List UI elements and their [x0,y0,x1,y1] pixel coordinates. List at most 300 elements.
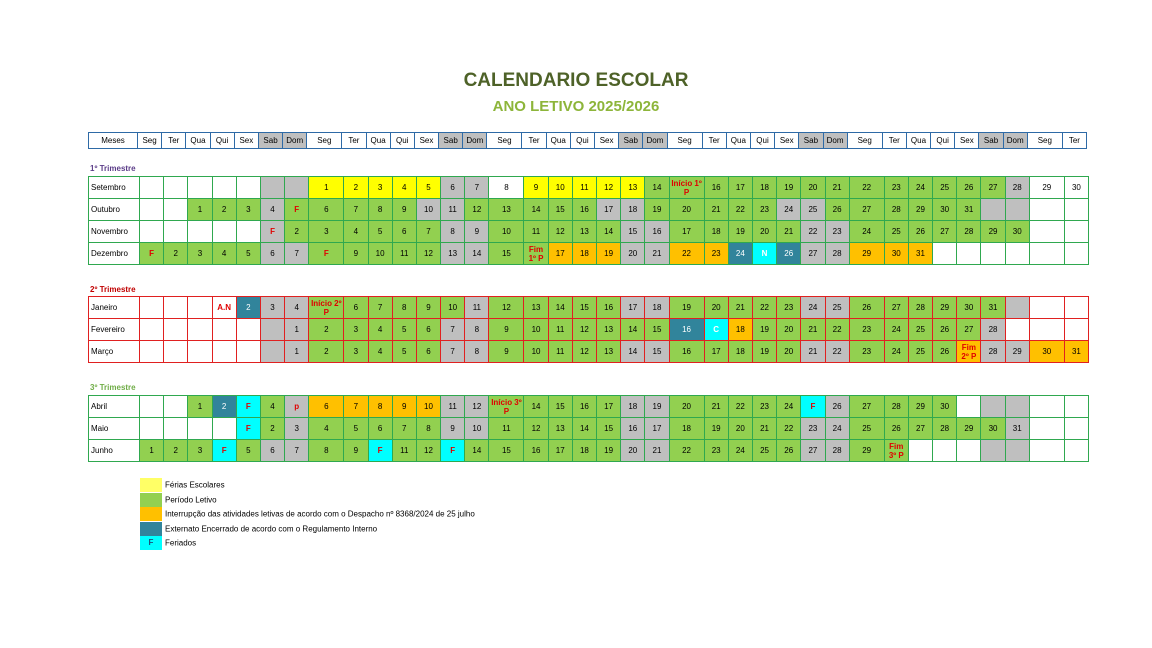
header-weekday-sab: Sab [979,133,1003,149]
header-weekday-qua: Qua [906,133,930,149]
day-cell [236,341,260,363]
day-cell [1064,243,1088,265]
day-cell: 22 [849,177,884,199]
day-cell: 2 [309,319,344,341]
day-cell: 29 [933,297,957,319]
day-cell: 26 [957,177,981,199]
header-weekday-sex: Sex [414,133,438,149]
day-cell: 7 [441,319,465,341]
day-cell: 12 [572,319,596,341]
day-cell: 22 [825,319,849,341]
legend-swatch [140,493,162,507]
day-cell: 20 [801,177,825,199]
day-cell: 11 [441,199,465,221]
day-cell: 2 [212,396,236,418]
day-cell: 1 [285,319,309,341]
day-cell: 13 [441,243,465,265]
day-cell: 29 [908,199,932,221]
month-name: Setembro [89,177,140,199]
day-cell: 22 [801,221,825,243]
day-cell: 11 [548,319,572,341]
month-name: Junho [89,440,140,462]
trimester-3-label: 3º Trimestre [90,383,136,392]
day-cell [212,177,236,199]
day-cell: 2 [285,221,309,243]
day-cell: 4 [260,199,284,221]
header-weekday-dom: Dom [823,133,847,149]
day-cell: F [260,221,284,243]
day-cell: 13 [548,418,572,440]
day-cell: 25 [849,418,884,440]
day-cell: 26 [849,297,884,319]
day-cell: 20 [621,440,645,462]
day-cell [140,341,164,363]
day-cell: 20 [704,297,728,319]
day-cell: 29 [981,221,1005,243]
day-cell: 17 [548,243,572,265]
day-cell: 8 [368,199,392,221]
day-cell: Fim 2º P [957,341,981,363]
day-cell [285,177,309,199]
day-cell: 28 [825,243,849,265]
day-cell: 30 [981,418,1005,440]
day-cell: 10 [524,341,548,363]
month-name: Fevereiro [89,319,140,341]
day-cell: 8 [368,396,392,418]
day-cell: 28 [933,418,957,440]
day-cell: 29 [849,243,884,265]
day-cell: 25 [908,319,932,341]
day-cell: 10 [441,297,465,319]
day-cell [188,221,212,243]
day-cell [981,396,1005,418]
month-row-abril [89,396,1089,418]
day-cell: F [368,440,392,462]
day-cell [1064,199,1088,221]
day-cell: 20 [752,221,776,243]
legend-item [140,493,217,507]
day-cell: 9 [465,221,489,243]
header-weekday-sex: Sex [234,133,258,149]
day-cell: 19 [752,341,776,363]
day-cell [140,221,164,243]
day-cell: 23 [777,297,801,319]
day-cell [933,440,957,462]
day-cell: 19 [704,418,728,440]
trimester-3-table [88,395,1089,462]
day-cell: 29 [908,396,932,418]
day-cell: 15 [489,243,524,265]
day-cell [1029,440,1064,462]
day-cell: 13 [572,221,596,243]
day-cell: 2 [260,418,284,440]
day-cell: 10 [368,243,392,265]
day-cell: 8 [489,177,524,199]
day-cell: 1 [188,199,212,221]
day-cell: 27 [849,199,884,221]
day-cell: 16 [669,319,704,341]
day-cell: 4 [260,396,284,418]
header-weekday-seg: Seg [667,133,702,149]
day-cell: 15 [645,341,669,363]
day-cell: 12 [416,243,440,265]
trimester-2-label: 2º Trimestre [90,285,136,294]
day-cell [1064,221,1088,243]
header-weekday-sab: Sab [619,133,643,149]
day-cell: 21 [645,440,669,462]
day-cell: F [441,440,465,462]
day-cell: 19 [597,243,621,265]
legend-item [140,507,475,521]
day-cell: 21 [645,243,669,265]
trimester-1-table [88,176,1089,265]
trimester-2-table [88,296,1089,363]
day-cell: 29 [1029,177,1064,199]
day-cell [981,199,1005,221]
day-cell: 20 [669,396,704,418]
month-name: Novembro [89,221,140,243]
header-weekday-seg: Seg [487,133,522,149]
day-cell: 23 [849,341,884,363]
day-cell: 1 [188,396,212,418]
day-cell: 26 [933,319,957,341]
day-cell: 3 [285,418,309,440]
day-cell: 14 [524,396,548,418]
day-cell: 27 [933,221,957,243]
day-cell: 25 [801,199,825,221]
day-cell [140,199,164,221]
day-cell [188,319,212,341]
day-cell: 14 [465,440,489,462]
day-cell: 27 [849,396,884,418]
day-cell: 11 [489,418,524,440]
day-cell: 27 [908,418,932,440]
day-cell: 12 [524,418,548,440]
day-cell [1064,440,1088,462]
day-cell [260,319,284,341]
day-cell: 18 [728,319,752,341]
day-cell: 22 [752,297,776,319]
day-cell: 2 [164,440,188,462]
day-cell: 22 [777,418,801,440]
day-cell [908,440,932,462]
month-row-outubro [89,199,1089,221]
day-cell: 5 [236,440,260,462]
day-cell: 4 [368,319,392,341]
day-cell: F [285,199,309,221]
day-cell: 10 [489,221,524,243]
day-cell: 11 [548,341,572,363]
legend-label: Externato Encerrado de acordo com o Regulamento Interno [165,524,378,533]
day-cell: 6 [260,440,284,462]
day-cell: 17 [597,396,621,418]
day-cell: F [801,396,825,418]
day-cell: 22 [669,440,704,462]
day-cell: 29 [849,440,884,462]
day-cell: 3 [344,319,368,341]
day-cell: 8 [441,221,465,243]
day-cell: 7 [285,243,309,265]
month-name: Abril [89,396,140,418]
day-cell: 28 [957,221,981,243]
day-cell [236,177,260,199]
day-cell: 5 [416,177,440,199]
day-cell: 6 [416,341,440,363]
day-cell: 6 [344,297,368,319]
legend-item [140,478,225,492]
header-weekday-sab: Sab [799,133,823,149]
day-cell: 25 [908,341,932,363]
day-cell: 15 [548,199,572,221]
day-cell: 14 [621,319,645,341]
day-cell: 23 [704,243,728,265]
header-weekday-seg: Seg [307,133,342,149]
day-cell: 16 [645,221,669,243]
day-cell [164,341,188,363]
day-cell: 15 [572,297,596,319]
header-weekday-seg: Seg [138,133,162,149]
day-cell: 15 [621,221,645,243]
day-cell: 2 [309,341,344,363]
day-cell: 31 [908,243,932,265]
day-cell [981,243,1005,265]
header-months: Meses [89,133,138,149]
day-cell: A.N [212,297,236,319]
day-cell [188,177,212,199]
legend-label: Férias Escolares [165,480,225,490]
header-weekday-dom: Dom [463,133,487,149]
day-cell: 23 [752,199,776,221]
month-row-novembro [89,221,1089,243]
day-cell: 4 [392,177,416,199]
day-cell: F [140,243,164,265]
day-cell: 9 [392,396,416,418]
header-weekday-seg: Seg [1027,133,1062,149]
header-weekday-qui: Qui [390,133,414,149]
day-cell: 17 [645,418,669,440]
legend-label: Feriados [165,538,197,548]
day-cell: 9 [344,243,368,265]
day-cell: 10 [416,199,440,221]
header-weekday-ter: Ter [882,133,906,149]
day-cell: 6 [441,177,465,199]
day-cell [212,319,236,341]
day-cell: 22 [728,199,752,221]
day-cell: 15 [548,396,572,418]
day-cell: 13 [489,199,524,221]
day-cell: 4 [344,221,368,243]
day-cell: 3 [344,341,368,363]
day-cell: Início 3º P [489,396,524,418]
day-cell: 18 [572,243,596,265]
header-weekday-sex: Sex [595,133,619,149]
day-cell: 2 [236,297,260,319]
day-cell: 14 [572,418,596,440]
day-cell: 14 [465,243,489,265]
day-cell [164,199,188,221]
day-cell: 27 [981,177,1005,199]
day-cell: 19 [777,177,801,199]
day-cell: 25 [884,221,908,243]
header-weekday-qua: Qua [366,133,390,149]
day-cell: 2 [344,177,368,199]
day-cell: 5 [236,243,260,265]
day-cell: 11 [392,440,416,462]
day-cell: 10 [524,319,548,341]
day-cell: 3 [260,297,284,319]
weekday-header-table [88,132,1087,149]
day-cell: 5 [344,418,368,440]
day-cell: 8 [309,440,344,462]
month-row-fevereiro [89,319,1089,341]
day-cell [188,341,212,363]
day-cell: 21 [825,177,849,199]
day-cell: 27 [957,319,981,341]
day-cell [1064,319,1088,341]
day-cell: 11 [572,177,596,199]
day-cell [981,440,1005,462]
day-cell: 5 [392,341,416,363]
day-cell: 17 [704,341,728,363]
day-cell [140,297,164,319]
day-cell: 31 [981,297,1005,319]
day-cell: 30 [957,297,981,319]
day-cell: 24 [908,177,932,199]
day-cell: 16 [572,396,596,418]
day-cell: 18 [704,221,728,243]
day-cell: 7 [441,341,465,363]
legend-item [140,522,377,536]
day-cell: 13 [597,341,621,363]
day-cell: 13 [597,319,621,341]
day-cell: 9 [344,440,368,462]
day-cell: 25 [825,297,849,319]
day-cell: 30 [933,396,957,418]
day-cell: 19 [752,319,776,341]
day-cell [1005,396,1029,418]
day-cell: 3 [236,199,260,221]
day-cell: 20 [621,243,645,265]
day-cell: 15 [489,440,524,462]
day-cell: 18 [572,440,596,462]
day-cell: 12 [548,221,572,243]
header-weekday-sab: Sab [439,133,463,149]
day-cell [1029,319,1064,341]
day-cell: 24 [884,319,908,341]
day-cell: 9 [489,319,524,341]
day-cell: 19 [669,297,704,319]
day-cell: 12 [597,177,621,199]
day-cell: 26 [825,199,849,221]
day-cell: 11 [524,221,548,243]
day-cell [212,418,236,440]
header-weekday-sex: Sex [955,133,979,149]
day-cell: 17 [728,177,752,199]
day-cell: 14 [524,199,548,221]
day-cell: F [212,440,236,462]
day-cell: 8 [465,319,489,341]
legend-label: Período Letivo [165,495,217,504]
day-cell [164,297,188,319]
day-cell [1029,221,1064,243]
header-weekday-sab: Sab [258,133,282,149]
day-cell: 24 [884,341,908,363]
day-cell: 7 [392,418,416,440]
trimester-1-label: 1º Trimestre [90,164,136,173]
day-cell [933,243,957,265]
day-cell [1005,297,1029,319]
day-cell [957,396,981,418]
day-cell: 16 [524,440,548,462]
day-cell: 19 [645,396,669,418]
day-cell: 18 [621,199,645,221]
day-cell [164,418,188,440]
day-cell: 24 [825,418,849,440]
month-row-janeiro [89,297,1089,319]
day-cell: 23 [752,396,776,418]
day-cell: 13 [621,177,645,199]
month-row-junho [89,440,1089,462]
day-cell: 17 [597,199,621,221]
day-cell: 1 [140,440,164,462]
day-cell: 28 [981,319,1005,341]
day-cell: 5 [368,221,392,243]
day-cell: Fim 1º P [524,243,548,265]
day-cell: 2 [164,243,188,265]
day-cell: 9 [524,177,548,199]
day-cell [212,221,236,243]
day-cell: 21 [801,341,825,363]
day-cell [236,221,260,243]
day-cell [1005,243,1029,265]
day-cell [188,297,212,319]
legend-swatch [140,507,162,521]
day-cell [140,396,164,418]
day-cell: 28 [884,396,908,418]
day-cell [236,319,260,341]
header-weekday-dom: Dom [283,133,307,149]
month-row-setembro [89,177,1089,199]
day-cell: 17 [669,221,704,243]
day-cell: 20 [728,418,752,440]
day-cell: 9 [441,418,465,440]
legend-swatch: F [140,536,162,550]
day-cell: 30 [1064,177,1088,199]
day-cell: 7 [465,177,489,199]
day-cell: 21 [704,199,728,221]
day-cell: 26 [908,221,932,243]
day-cell: 26 [777,243,801,265]
day-cell: 7 [285,440,309,462]
day-cell: 3 [188,243,212,265]
day-cell: 23 [704,440,728,462]
day-cell: 28 [981,341,1005,363]
day-cell: 19 [597,440,621,462]
day-cell: F [236,396,260,418]
day-cell [957,440,981,462]
day-cell [260,341,284,363]
day-cell: 31 [1005,418,1029,440]
day-cell: 18 [645,297,669,319]
header-weekday-ter: Ter [1062,133,1086,149]
day-cell [164,319,188,341]
day-cell: 27 [801,440,825,462]
day-cell: 24 [728,440,752,462]
day-cell [1005,199,1029,221]
day-cell: 11 [465,297,489,319]
legend-swatch [140,522,162,536]
day-cell: 14 [597,221,621,243]
